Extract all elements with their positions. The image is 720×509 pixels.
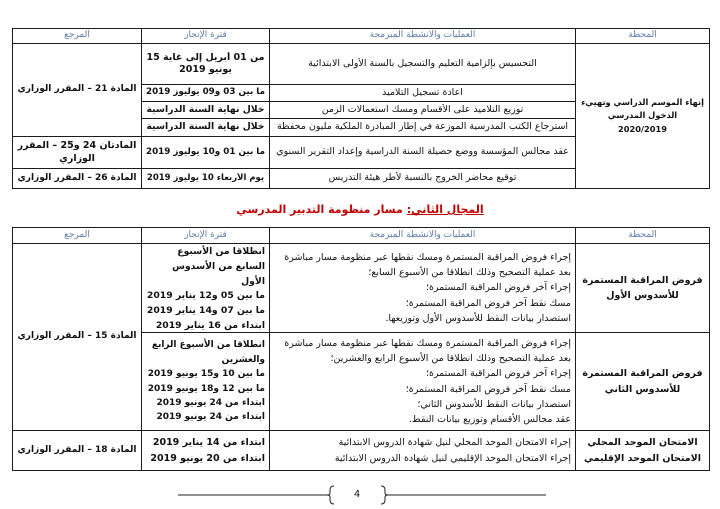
header-period bbox=[142, 29, 269, 43]
period-list bbox=[146, 245, 265, 331]
period-text: من 01 أبريل إلى غاية 15 يونيو 2019 bbox=[146, 51, 265, 75]
header-period bbox=[142, 228, 269, 243]
period-item: ابتداء من 14 يناير 2019 bbox=[152, 437, 265, 449]
period-list bbox=[146, 435, 265, 465]
right-brace-icon bbox=[381, 486, 388, 504]
reference-cell bbox=[13, 44, 141, 136]
station-text bbox=[580, 366, 705, 396]
period-list bbox=[146, 338, 265, 424]
header-activities-label: العمليات والأنشطة المبرمجة bbox=[369, 229, 476, 240]
activity-text: التحسيس بإلزامية التعليم والتسجيل بالسنة الأولى الابتدائية bbox=[308, 57, 537, 69]
activity-cell bbox=[270, 431, 575, 470]
section-title-text: مسار منظومة التدبير المدرسي bbox=[236, 203, 403, 216]
period-item: ابتداء من 16 يناير 2019 bbox=[155, 319, 265, 331]
activity-item: إجراء آخر فروض المراقبة المستمرة؛ bbox=[425, 282, 571, 294]
period-cell bbox=[142, 333, 269, 430]
station-line: الامتحان الموحد المحلي bbox=[587, 437, 698, 449]
period-cell bbox=[142, 431, 269, 470]
activity-text: توزيع التلاميذ على الأقسام ومسك استعمالات الزمن bbox=[321, 103, 524, 115]
period-text: ما بين 03 و09 يوليوز 2019 bbox=[146, 87, 265, 98]
period-cell bbox=[142, 85, 269, 101]
header-station-label: المحطة bbox=[628, 229, 657, 240]
reference-cell bbox=[13, 137, 141, 168]
section-title bbox=[0, 202, 720, 218]
reference-cell bbox=[13, 431, 141, 470]
station-line: إنهاء الموسم الدراسي وتهييء bbox=[581, 97, 704, 108]
station-text bbox=[580, 273, 705, 303]
reference-text: المادة 26 – المقرر الوزاري bbox=[17, 172, 137, 183]
header-period-label: فترة الإنجاز bbox=[184, 30, 227, 41]
period-item: ابتداء من 24 يونيو 2019 bbox=[156, 412, 265, 423]
station-line: للأسدوس الأول bbox=[606, 290, 679, 301]
activity-cell bbox=[270, 169, 575, 188]
reference-text: المادتان 24 و25 – المقرر الوزاري bbox=[17, 140, 137, 164]
station-year: 2020/2019 bbox=[618, 123, 667, 134]
period-cell bbox=[142, 119, 269, 136]
station-cell bbox=[576, 333, 709, 430]
activity-item: مسك نقط آخر فروض المراقبة المستمرة؛ bbox=[405, 383, 571, 395]
activity-cell bbox=[270, 85, 575, 101]
station-cell bbox=[576, 44, 709, 188]
activity-cell bbox=[270, 333, 575, 430]
period-cell bbox=[142, 44, 269, 84]
activity-item: استصدار بيانات النقط للأسدوس الثاني؛ bbox=[417, 398, 571, 410]
header-reference bbox=[13, 29, 141, 43]
period-text: خلال نهاية السنة الدراسية bbox=[146, 103, 265, 115]
activity-cell bbox=[270, 244, 575, 332]
period-item: ما بين 12 و18 يونيو 2019 bbox=[147, 383, 265, 394]
station-cell bbox=[576, 244, 709, 332]
section-title-label: المجال الثاني: bbox=[406, 203, 484, 216]
period-item: ابتداء من 20 يونيو 2019 bbox=[150, 452, 265, 464]
activity-cell bbox=[270, 44, 575, 84]
station-line: للأسدوس الثاني bbox=[604, 383, 681, 395]
activity-list bbox=[274, 336, 571, 427]
period-item: ما بين 10 و15 يونيو 2019 bbox=[147, 369, 265, 380]
period-text: ما بين 01 و10 يوليوز 2019 bbox=[146, 146, 265, 157]
reference-text: المادة 21 – المقرر الوزاري bbox=[17, 84, 137, 95]
header-activities-label: العمليات والأنشطة المبرمجة bbox=[369, 30, 476, 41]
period-item: ما بين 05 و12 يناير 2019 bbox=[146, 290, 265, 302]
activity-item: مسك نقط آخر فروض المراقبة المستمرة؛ bbox=[405, 297, 571, 309]
reference-text: المادة 15 – المقرر الوزاري bbox=[17, 331, 137, 342]
reference-text: المادة 18 – المقرر الوزاري bbox=[17, 444, 137, 455]
period-cell bbox=[142, 169, 269, 188]
station-text bbox=[580, 435, 705, 465]
activity-text: اعادة تسجيل التلاميذ bbox=[382, 86, 463, 98]
header-station bbox=[576, 228, 709, 243]
period-text: يوم الأربعاء 10 يوليوز 2019 bbox=[146, 172, 265, 183]
period-item: ما بين 07 و14 يناير 2019 bbox=[146, 305, 265, 317]
end-of-year-table bbox=[12, 28, 710, 189]
header-activities bbox=[270, 228, 575, 243]
period-cell bbox=[142, 137, 269, 168]
station-line: الدخول المدرسي bbox=[607, 110, 678, 121]
header-reference-label: المرجع bbox=[64, 229, 90, 240]
activity-list bbox=[274, 250, 571, 326]
activity-cell bbox=[270, 137, 575, 168]
period-text: خلال نهاية السنة الدراسية bbox=[146, 121, 265, 133]
activity-text: استرجاع الكتب المدرسية الموزعة في إطار المبادرة الملكية مليون محفظة bbox=[276, 121, 569, 133]
page-number: 4 bbox=[353, 489, 361, 500]
activity-item: إجراء الامتحان الموحد الإقليمي لنيل شهادة الدروس الابتدائية bbox=[334, 452, 571, 464]
activity-text: عقد مجالس المؤسسة ووضع حصيلة السنة الدراسية وإعداد التقرير السنوي bbox=[276, 146, 569, 158]
activity-item: إجراء آخر فروض المراقبة المستمرة؛ bbox=[425, 368, 571, 380]
period-item: انطلاقا من الأسبوع الرابع والعشرين bbox=[151, 340, 265, 365]
period-item: انطلاقا من الأسبوع السابع من الأسدوس الأول bbox=[172, 246, 265, 287]
header-period-label: فترة الإنجاز bbox=[184, 229, 227, 240]
activity-item: استصدار بيانات النقط للأسدوس الأول وتوزيعها. bbox=[385, 312, 571, 324]
activity-cell bbox=[270, 102, 575, 118]
activity-item: إجراء فروض المراقبة المستمرة ومسك نقطها عبر منظومة مسار مباشرة بعد عملية التصحيح وذلك انطلاقا من الأسبوع الرابع والعشرين؛ bbox=[284, 337, 571, 365]
station-cell bbox=[576, 431, 709, 470]
header-reference-label: المرجع bbox=[64, 30, 90, 41]
station-line: فروض المراقبة المستمرة bbox=[582, 368, 703, 380]
period-cell bbox=[142, 102, 269, 118]
period-cell bbox=[142, 244, 269, 332]
continuous-assessment-table bbox=[12, 227, 710, 471]
left-brace-icon bbox=[327, 486, 334, 504]
activity-text: توقيع محاضر الخروج بالنسبة لأطر هيئة التدريس bbox=[328, 172, 517, 184]
activity-item: عقد مجالس الأقسام وتوزيع بيانات النقط. bbox=[408, 413, 571, 425]
period-item: ابتداء من 24 يونيو 2019 bbox=[156, 397, 265, 408]
activity-list bbox=[274, 435, 571, 465]
page-footer bbox=[178, 483, 546, 507]
header-reference bbox=[13, 228, 141, 243]
station-text bbox=[580, 96, 705, 136]
header-station-label: المحطة bbox=[628, 30, 657, 41]
reference-cell bbox=[13, 169, 141, 188]
station-line: فروض المراقبة المستمرة bbox=[582, 274, 703, 286]
activity-item: إجراء فروض المراقبة المستمرة ومسك نقطها عبر منظومة مسار مباشرة بعد عملية التصحيح وذلك انطلاقا من الأسبوع السابع؛ bbox=[284, 252, 571, 279]
header-station bbox=[576, 29, 709, 43]
reference-cell bbox=[13, 244, 141, 430]
activity-item: إجراء الامتحان الموحد المحلي لنيل شهادة الدروس الابتدائية bbox=[338, 437, 571, 449]
station-line: الامتحان الموحد الإقليمي bbox=[584, 452, 701, 464]
header-activities bbox=[270, 29, 575, 43]
activity-cell bbox=[270, 119, 575, 136]
